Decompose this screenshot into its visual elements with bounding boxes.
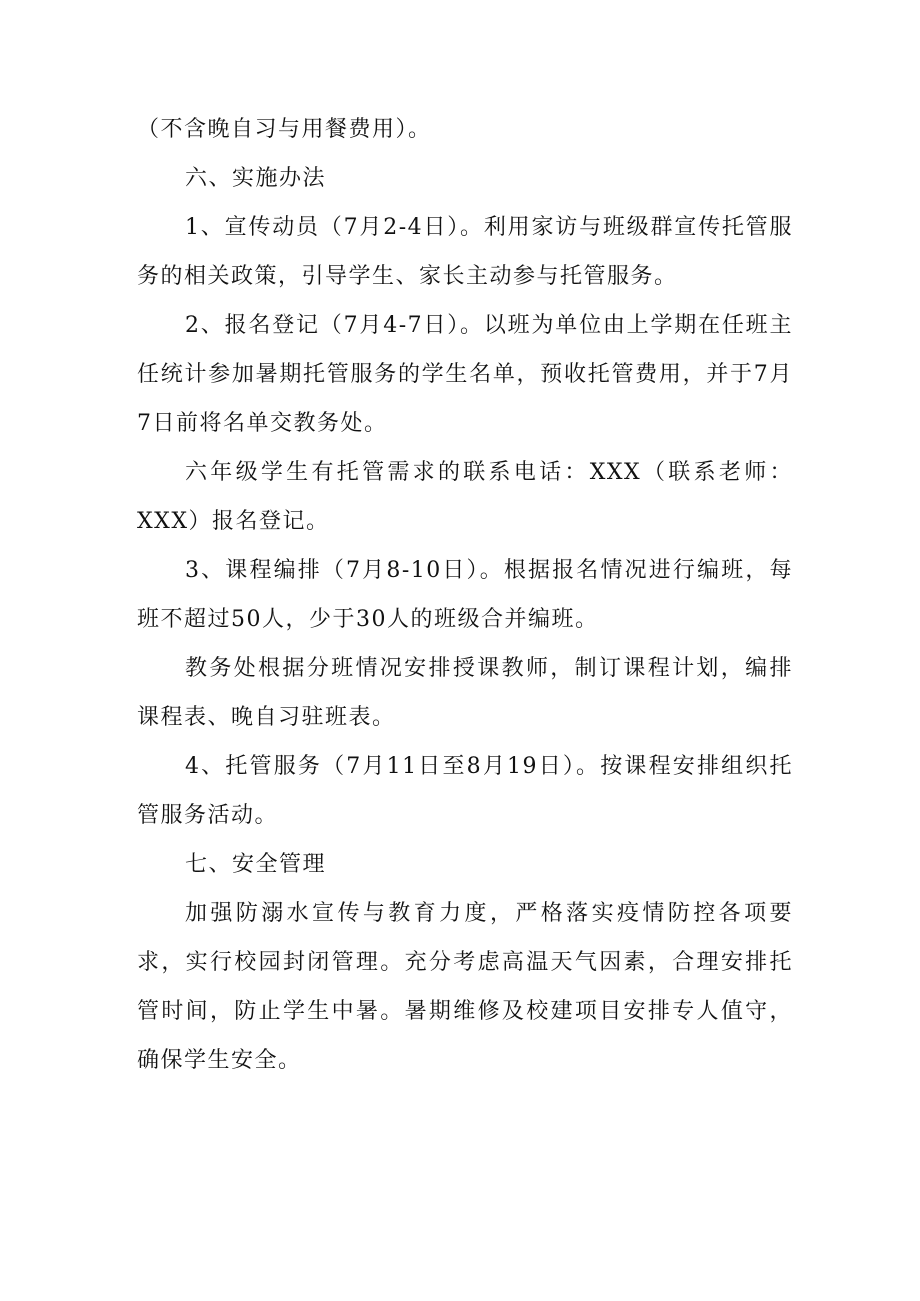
paragraph-continuation: （不含晚自习与用餐费用）。	[137, 117, 432, 142]
paragraph-course-arrangement: 3、课程编排（7月8-10日）。根据报名情况进行编班，每班不超过50人，少于30人的班级合并编班。	[137, 558, 793, 632]
paragraph-contact: 六年级学生有托管需求的联系电话：XXX（联系老师：XXX）报名登记。	[137, 460, 793, 534]
section-heading-implementation: 六、实施办法	[185, 166, 327, 191]
document-body	[137, 105, 793, 1085]
paragraph-publicity: 1、宣传动员（7月2-4日）。利用家访与班级群宣传托管服务的相关政策，引导学生、家长主动参与托管服务。	[137, 215, 793, 289]
paragraph-safety: 加强防溺水宣传与教育力度，严格落实疫情防控各项要求，实行校园封闭管理。充分考虑高温天气因素，合理安排托管时间，防止学生中暑。暑期维修及校建项目安排专人值守，确保学生安全。	[137, 901, 793, 1073]
paragraph-registration: 2、报名登记（7月4-7日）。以班为单位由上学期在任班主任统计参加暑期托管服务的学生名单，预收托管费用，并于7月7日前将名单交教务处。	[137, 313, 793, 436]
paragraph-custody-service: 4、托管服务（7月11日至8月19日）。按课程安排组织托管服务活动。	[137, 754, 793, 828]
section-heading-safety: 七、安全管理	[185, 852, 327, 877]
paragraph-teaching-office: 教务处根据分班情况安排授课教师，制订课程计划，编排课程表、晚自习驻班表。	[137, 656, 793, 730]
